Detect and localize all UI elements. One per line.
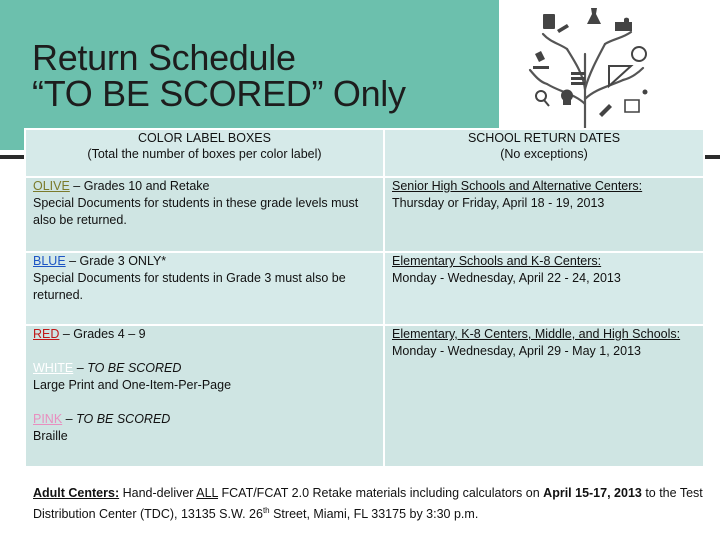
magnifier-icon bbox=[536, 91, 546, 101]
adult-centers-note: Adult Centers: Hand-deliver ALL FCAT/FCAT 2.0 Retake materials including calculators on April 15-17, 2013 to the Test Distribution Center (TDC), 13135 S.W. 26th Street, Miami, FL 33175 by 3:30 p.m. bbox=[33, 486, 703, 522]
header-return-dates: SCHOOL RETURN DATES (No exceptions) bbox=[384, 129, 704, 177]
olive-dates: Thursday or Friday, April 18 - 19, 2013 bbox=[392, 196, 605, 210]
blue-dates: Monday - Wednesday, April 22 - 24, 2013 bbox=[392, 271, 621, 285]
table-row bbox=[25, 252, 704, 325]
pink-label: PINK bbox=[33, 412, 63, 426]
red-dates-cell bbox=[384, 325, 704, 467]
olive-dates-cell bbox=[384, 177, 704, 252]
microscope-icon bbox=[533, 51, 549, 69]
table-row bbox=[25, 177, 704, 252]
flask-icon bbox=[587, 8, 601, 24]
white-tag: TO BE SCORED bbox=[87, 361, 182, 375]
pink-desc: Braille bbox=[33, 429, 68, 443]
divider-left bbox=[0, 155, 24, 159]
olive-note: Special Documents for students in these grade levels must also be returned. bbox=[33, 196, 359, 227]
book-icon bbox=[571, 72, 585, 75]
olive-cell bbox=[25, 177, 384, 252]
adult-centers-label: Adult Centers: bbox=[33, 486, 120, 500]
olive-schools: Senior High Schools and Alternative Centers: bbox=[392, 179, 643, 193]
puzzle-icon bbox=[615, 18, 632, 31]
blue-schools: Elementary Schools and K-8 Centers: bbox=[392, 254, 602, 268]
olive-label: OLIVE bbox=[33, 179, 70, 193]
blue-grades: – Grade 3 ONLY* bbox=[65, 254, 167, 268]
header-color-label: COLOR LABEL BOXES (Total the number of boxes per color label) bbox=[25, 129, 384, 177]
blue-note: Special Documents for students in Grade 3 must also be returned. bbox=[33, 271, 346, 302]
olive-grades: – Grades 10 and Retake bbox=[69, 179, 210, 193]
globe-icon bbox=[632, 47, 646, 61]
red-schools: Elementary, K-8 Centers, Middle, and High Schools: bbox=[392, 327, 681, 341]
red-grades: – Grades 4 – 9 bbox=[59, 327, 146, 341]
tree-icon bbox=[505, 4, 665, 144]
table-row bbox=[25, 325, 704, 467]
red-dates: Monday - Wednesday, April 29 - May 1, 2013 bbox=[392, 344, 641, 358]
lightbulb-icon bbox=[561, 90, 573, 105]
white-label: WHITE bbox=[33, 361, 74, 375]
blue-dates-cell bbox=[384, 252, 704, 325]
title-line-2: “TO BE SCORED” Only bbox=[32, 73, 406, 114]
red-label: RED bbox=[33, 327, 60, 341]
title-line-1: Return Schedule bbox=[32, 37, 296, 78]
pencil-icon bbox=[599, 104, 612, 117]
blue-cell bbox=[25, 252, 384, 325]
atom-icon bbox=[643, 90, 648, 95]
ruler-icon bbox=[557, 24, 569, 33]
return-schedule-table bbox=[24, 128, 705, 468]
abacus-icon bbox=[625, 100, 639, 112]
divider-right bbox=[703, 155, 720, 159]
pink-tag: TO BE SCORED bbox=[76, 412, 171, 426]
white-desc: Large Print and One-Item-Per-Page bbox=[33, 378, 232, 392]
blue-label: BLUE bbox=[33, 254, 66, 268]
table-header-row bbox=[25, 129, 704, 177]
triangle-ruler-icon bbox=[609, 66, 631, 86]
page-title bbox=[32, 37, 406, 114]
red-white-pink-cell: RED – Grades 4 – 9 WHITE – TO BE SCORED Large Print and One-Item-Per-Page PINK – TO BE SCORED Braille bbox=[25, 325, 384, 467]
calculator-icon bbox=[543, 14, 555, 29]
